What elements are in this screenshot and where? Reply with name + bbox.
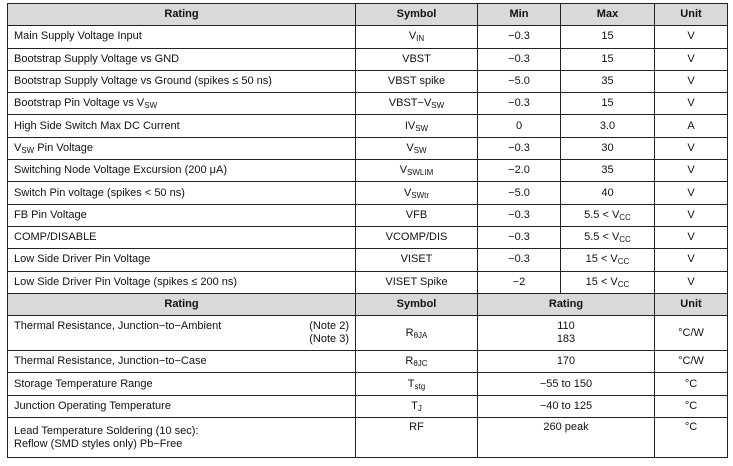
min-cell: −0.3 xyxy=(478,137,561,159)
symbol-cell: $V_{SWLIM}$ xyxy=(356,160,478,182)
unit-cell: V xyxy=(655,48,728,70)
table-row xyxy=(8,115,728,137)
min-cell: 0 xyxy=(478,115,561,137)
min-cell: −2.0 xyxy=(478,160,561,182)
rating-cell: Low Side Driver Pin Voltage xyxy=(8,249,356,271)
table-row xyxy=(8,48,728,70)
table-row xyxy=(8,373,728,395)
col-header-max: Max xyxy=(561,4,655,26)
max-cell: 3.0 xyxy=(561,115,655,137)
rating-cell: FB Pin Voltage xyxy=(8,204,356,226)
min-cell: −0.3 xyxy=(478,204,561,226)
col-header-unit: Unit xyxy=(655,4,728,26)
rating-cell: (Note 2) (Note 3) Thermal Resistance, Junction−to−Ambient xyxy=(8,316,356,351)
rating-cell: Storage Temperature Range xyxy=(8,373,356,395)
unit-cell: V xyxy=(655,226,728,248)
max-cell: 30 xyxy=(561,137,655,159)
min-cell: −5.0 xyxy=(478,70,561,92)
header-row-2 xyxy=(8,293,728,315)
rating-cell: High Side Switch Max DC Current xyxy=(8,115,356,137)
value-cell: −55 to 150 xyxy=(478,373,655,395)
symbol-cell: $VBST-V_{SW}$ xyxy=(356,93,478,115)
unit-cell: V xyxy=(655,93,728,115)
max-cell: 35 xyxy=(561,160,655,182)
col-header-symbol: Symbol xyxy=(356,4,478,26)
rating-cell: $V_{SW}$ Pin Voltage xyxy=(8,137,356,159)
symbol-cell: $T_J$ xyxy=(356,395,478,417)
col-header-symbol-2: Symbol xyxy=(356,293,478,315)
symbol-cell: $T_{stg}$ xyxy=(356,373,478,395)
unit-cell: V xyxy=(655,249,728,271)
unit-cell: °C xyxy=(655,373,728,395)
unit-cell: V xyxy=(655,204,728,226)
table-row xyxy=(8,70,728,92)
unit-cell: A xyxy=(655,115,728,137)
notes: (Note 2) (Note 3) xyxy=(309,320,349,346)
rating-cell: Bootstrap Supply Voltage vs GND xyxy=(8,48,356,70)
rating-cell: Switch Pin voltage (spikes < 50 ns) xyxy=(8,182,356,204)
unit-cell: V xyxy=(655,271,728,293)
table-row xyxy=(8,160,728,182)
rating-cell: COMP/DISABLE xyxy=(8,226,356,248)
symbol-cell: $V_{SW}$ xyxy=(356,137,478,159)
table-row xyxy=(8,351,728,373)
table-row xyxy=(8,137,728,159)
value-cell: 170 xyxy=(478,351,655,373)
table-row xyxy=(8,249,728,271)
col-header-rating: Rating xyxy=(8,4,356,26)
symbol-cell: VBST spike xyxy=(356,70,478,92)
table-row xyxy=(8,271,728,293)
symbol-cell: RF xyxy=(356,418,478,458)
min-cell: −0.3 xyxy=(478,93,561,115)
max-cell: $15 < V_{CC}$ xyxy=(561,271,655,293)
rating-cell: Switching Node Voltage Excursion (200 μA) xyxy=(8,160,356,182)
unit-cell: V xyxy=(655,182,728,204)
max-cell: 40 xyxy=(561,182,655,204)
table-row xyxy=(8,26,728,48)
symbol-cell: VISET xyxy=(356,249,478,271)
col-header-unit-2: Unit xyxy=(655,293,728,315)
symbol-cell: $V_{SWtr}$ xyxy=(356,182,478,204)
unit-cell: V xyxy=(655,137,728,159)
value-cell: 110 183 xyxy=(478,316,655,351)
table-row xyxy=(8,93,728,115)
symbol-cell: $V_{IN}$ xyxy=(356,26,478,48)
table-row xyxy=(8,418,728,458)
max-cell: 15 xyxy=(561,93,655,115)
max-cell: $5.5 < V_{CC}$ xyxy=(561,226,655,248)
max-cell: 15 xyxy=(561,48,655,70)
table-row xyxy=(8,395,728,417)
min-cell: −0.3 xyxy=(478,249,561,271)
col-header-min: Min xyxy=(478,4,561,26)
unit-cell: °C xyxy=(655,395,728,417)
rating-cell: Lead Temperature Soldering (10 sec): Reflow (SMD styles only) Pb−Free xyxy=(8,418,356,458)
min-cell: −2 xyxy=(478,271,561,293)
col-header-rating-2: Rating xyxy=(8,293,356,315)
rating-cell: Bootstrap Pin Voltage vs $V_{SW}$ xyxy=(8,93,356,115)
header-row-1 xyxy=(8,4,728,26)
unit-cell: °C/W xyxy=(655,351,728,373)
table-row xyxy=(8,182,728,204)
min-cell: −0.3 xyxy=(478,48,561,70)
unit-cell: V xyxy=(655,70,728,92)
rating-cell: Low Side Driver Pin Voltage (spikes ≤ 200 ns) xyxy=(8,271,356,293)
table-row xyxy=(8,316,728,351)
symbol-cell: $IV_{SW}$ xyxy=(356,115,478,137)
max-cell: $5.5 < V_{CC}$ xyxy=(561,204,655,226)
col-header-value: Rating xyxy=(478,293,655,315)
rating-cell: Bootstrap Supply Voltage vs Ground (spikes ≤ 50 ns) xyxy=(8,70,356,92)
rating-cell: Thermal Resistance, Junction−to−Case xyxy=(8,351,356,373)
min-cell: −0.3 xyxy=(478,226,561,248)
table-row xyxy=(8,204,728,226)
value-cell: −40 to 125 xyxy=(478,395,655,417)
symbol-cell: $R_{\theta JA}$ xyxy=(356,316,478,351)
max-cell: $15 < V_{CC}$ xyxy=(561,249,655,271)
min-cell: −5.0 xyxy=(478,182,561,204)
min-cell: −0.3 xyxy=(478,26,561,48)
value-cell: 260 peak xyxy=(478,418,655,458)
max-cell: 35 xyxy=(561,70,655,92)
rating-cell: Main Supply Voltage Input xyxy=(8,26,356,48)
symbol-cell: $R_{\theta JC}$ xyxy=(356,351,478,373)
ratings-table xyxy=(7,3,728,458)
unit-cell: °C/W xyxy=(655,316,728,351)
symbol-cell: VFB xyxy=(356,204,478,226)
symbol-cell: VCOMP/DIS xyxy=(356,226,478,248)
rating-cell: Junction Operating Temperature xyxy=(8,395,356,417)
max-cell: 15 xyxy=(561,26,655,48)
symbol-cell: VBST xyxy=(356,48,478,70)
unit-cell: °C xyxy=(655,418,728,458)
unit-cell: V xyxy=(655,26,728,48)
table-row xyxy=(8,226,728,248)
unit-cell: V xyxy=(655,160,728,182)
symbol-cell: VISET Spike xyxy=(356,271,478,293)
